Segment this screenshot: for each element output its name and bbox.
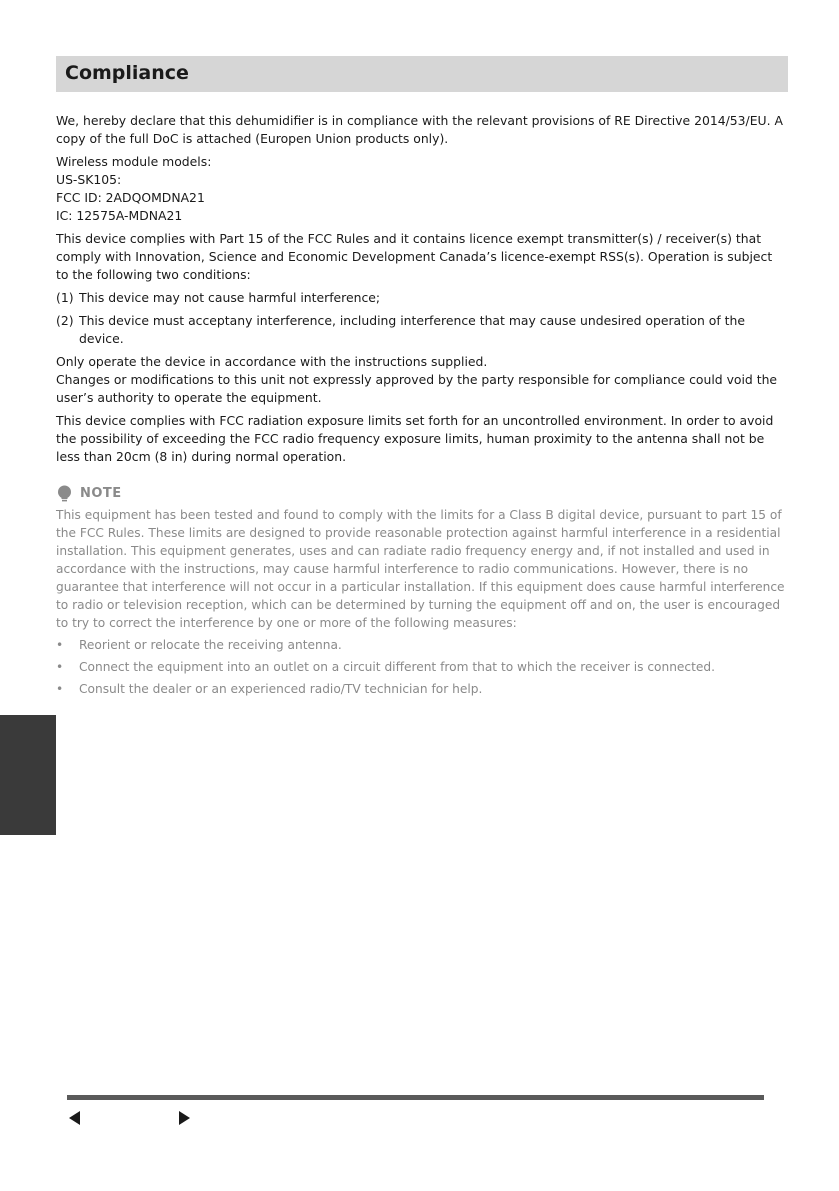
list-item-text: Connect the equipment into an outlet on a circuit different from that to which the receiver is connected. <box>79 660 716 674</box>
ic-number: IC: 12575A-MDNA21 <box>56 208 183 223</box>
arrow-left-icon[interactable] <box>67 1110 83 1126</box>
bullet-marker: • <box>56 682 64 696</box>
condition-text: This device must acceptany interference, including interference that may cause undesired operation of the device. <box>79 313 746 346</box>
condition-number: (1) <box>56 290 74 305</box>
arrow-right-icon[interactable] <box>176 1110 192 1126</box>
footer-divider <box>67 1095 764 1100</box>
note-header <box>56 484 792 504</box>
changes-line: Changes or modifications to this unit not expressly approved by the party responsible for compliance could void the user’s authority to operate the equipment. <box>56 372 778 405</box>
list-item <box>56 636 792 654</box>
part15-paragraph: This device complies with Part 15 of the FCC Rules and it contains licence exempt transmitter(s) / receiver(s) that comply with Innovation, Science and Economic Development Canada’s licence-exempt RSS(s). Operation is subject to the following two conditions: <box>56 231 773 282</box>
wireless-heading: Wireless module models: <box>56 154 212 169</box>
list-item-text: Reorient or relocate the receiving antenna. <box>79 638 342 652</box>
operation-block <box>56 353 788 407</box>
model-number: US-SK105: <box>56 172 122 187</box>
page-title: Compliance <box>65 62 189 84</box>
fcc-id: FCC ID: 2ADQOMDNA21 <box>56 190 205 205</box>
wireless-module-block <box>56 153 788 225</box>
measures-list <box>56 636 792 698</box>
declaration-paragraph: We, hereby declare that this dehumidifier is in compliance with the relevant provisions of RE Directive 2014/53/EU. A copy of the full DoC is attached (Europen Union products only). <box>56 113 783 146</box>
condition-text: This device may not cause harmful interference; <box>79 290 381 305</box>
condition-item <box>56 289 788 307</box>
note-section <box>56 484 792 702</box>
condition-number: (2) <box>56 313 74 328</box>
list-item <box>56 680 792 698</box>
section-header <box>56 56 788 92</box>
list-item <box>56 658 792 676</box>
radiation-paragraph: This device complies with FCC radiation exposure limits set forth for an uncontrolled environment. In order to avoid the possibility of exceeding the FCC radio frequency exposure limits, human proximity to the antenna shall not be less than 20cm (8 in) during normal operation. <box>56 413 774 464</box>
note-body: This equipment has been tested and found to comply with the limits for a Class B digital device, pursuant to part 15 of the FCC Rules. These limits are designed to provide reasonable protection against harmful interference in a residential installation. This equipment generates, uses and can radiate radio frequency energy and, if not installed and used in accordance with the instructions, may cause harmful interference to radio communications. However, there is no guarantee that interference will not occur in a particular installation. If this equipment does cause harmful interference to radio or television reception, which can be determined by turning the equipment off and on, the user is encouraged to try to correct the interference by one or more of the following measures: <box>56 508 785 630</box>
operate-line: Only operate the device in accordance with the instructions supplied. <box>56 354 488 369</box>
lightbulb-icon <box>56 485 73 503</box>
note-label: NOTE <box>80 486 122 501</box>
bullet-marker: • <box>56 660 64 674</box>
side-tab-marker <box>0 715 56 835</box>
list-item-text: Consult the dealer or an experienced radio/TV technician for help. <box>79 682 483 696</box>
condition-item <box>56 312 788 348</box>
main-content <box>56 112 788 471</box>
bullet-marker: • <box>56 638 64 652</box>
